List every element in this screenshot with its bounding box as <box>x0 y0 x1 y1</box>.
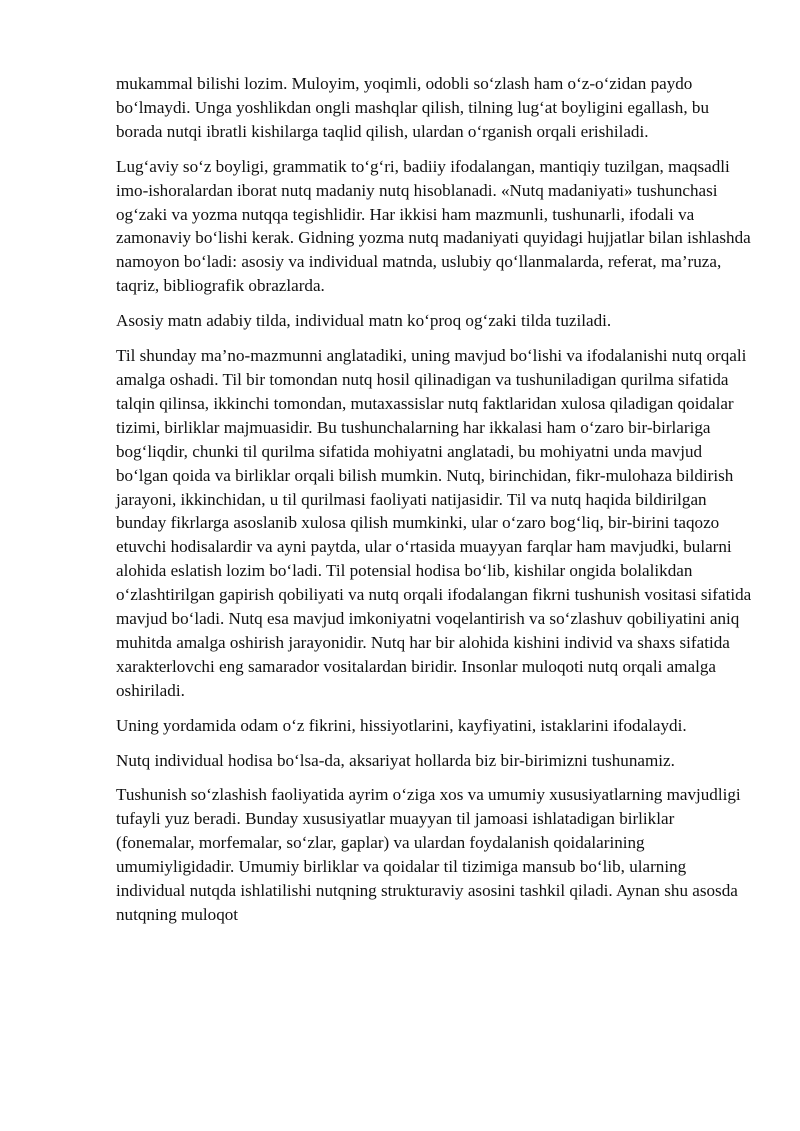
paragraph-1: mukammal bilishi lozim. Muloyim, yoqimli, odobli so‘zlash ham o‘z-o‘zidan paydo bo‘lmaydi. Unga yoshlikdan ongli mashqlar qilish, tilning lug‘at boyligini egallash, bu borada nutqi ibratli kishilarga taqlid qilish, ulardan o‘rganish orqali erishiladi. <box>116 74 709 141</box>
paragraph-3: Asosiy matn adabiy tilda, individual matn ko‘proq og‘zaki tilda tuziladi. <box>116 311 612 331</box>
document-body <box>116 72 752 927</box>
paragraph-5: Uning yordamida odam o‘z fikrini, hissiyotlarini, kayfiyatini, istaklarini ifodalaydi. <box>116 715 687 735</box>
paragraph-6: Nutq individual hodisa bo‘lsa-da, aksariyat hollarda biz bir-birimizni tushunamiz. <box>116 750 675 770</box>
paragraph-7: Tushunish so‘zlashish faoliyatida ayrim o‘ziga xos va umumiy xususiyatlarning mavjudligi tufayli yuz beradi. Bunday xususiyatlar muayyan til jamoasi ishlatadigan birliklar (fonemalar, morfemalar, so‘zlar, gaplar) va ulardan foydalanish qoidalarining umumiyligidadir. Umumiy birliklar va qoidalar til tizimiga mansub bo‘lib, ularning individual nutqda ishlatilishi nutqning strukturaviy asosini tashkil qiladi. Aynan shu asosda nutqning muloqot <box>116 785 741 924</box>
paragraph-2: Lug‘aviy so‘z boyligi, grammatik to‘g‘ri, badiiy ifodalangan, mantiqiy tuzilgan, maqsadli imo-ishoralardan iborat nutq madaniy nutq hisoblanadi. «Nutq madaniyati» tushunchasi og‘zaki va yozma nutqqa tegishlidir. Har ikkisi ham mazmunli, tushunarli, ifodali va zamonaviy bo‘lishi kerak. Gidning yozma nutq madaniyati quyidagi hujjatlar bilan ishlashda namoyon bo‘ladi: asosiy va individual matnda, uslubiy qo‘llanmalarda, referat, ma’ruza, taqriz, bibliografik obrazlarda. <box>116 156 751 296</box>
paragraph-4: Til shunday ma’no-mazmunni anglatadiki, uning mavjud bo‘lishi va ifodalanishi nutq orqali amalga oshadi. Til bir tomondan nutq hosil qilinadigan va tushuniladigan qurilma sifatida talqin qilinsa, ikkinchi tomondan, mutaxassislar nutq faktlaridan xulosa qiladigan qoidalar tizimi, birliklar majmuasidir. Bu tushunchalarning har ikkalasi ham o‘zaro bir-birlariga bog‘liqdir, chunki til qurilma sifatida mohiyatni anglatadi, bu mohiyatni unda mavjud bo‘lgan qoida va birliklar orqali bilish mumkin. Nutq, birinchidan, fikr-mulohaza bildirish jarayoni, ikkinchidan, u til qurilmasi faoliyati natijasidir. Til va nutq haqida bildirilgan bunday fikrlarga asoslanib xulosa qilish mumkinki, ular o‘zaro bog‘liq, bir-birini taqozo etuvchi hodisalardir va ayni paytda, ular o‘rtasida muayyan farqlar ham mavjudki, bularni alohida eslatish lozim bo‘ladi. Til potensial hodisa bo‘lib, kishilar ongida bolalikdan o‘zlashtirilgan gapirish qobiliyati va nutq orqali ifodalangan fikrni tushunish vositasi sifatida mavjud bo‘ladi. Nutq esa mavjud imkoniyatni voqelantirish va so‘zlashuv qobiliyatini aniq muhitda amalga oshirish jarayonidir. Nutq har bir alohida kishini individ va shaxs sifatida xarakterlovchi eng samarador vositalardan biridir. Insonlar muloqoti nutq orqali amalga oshiriladi. <box>116 346 752 700</box>
